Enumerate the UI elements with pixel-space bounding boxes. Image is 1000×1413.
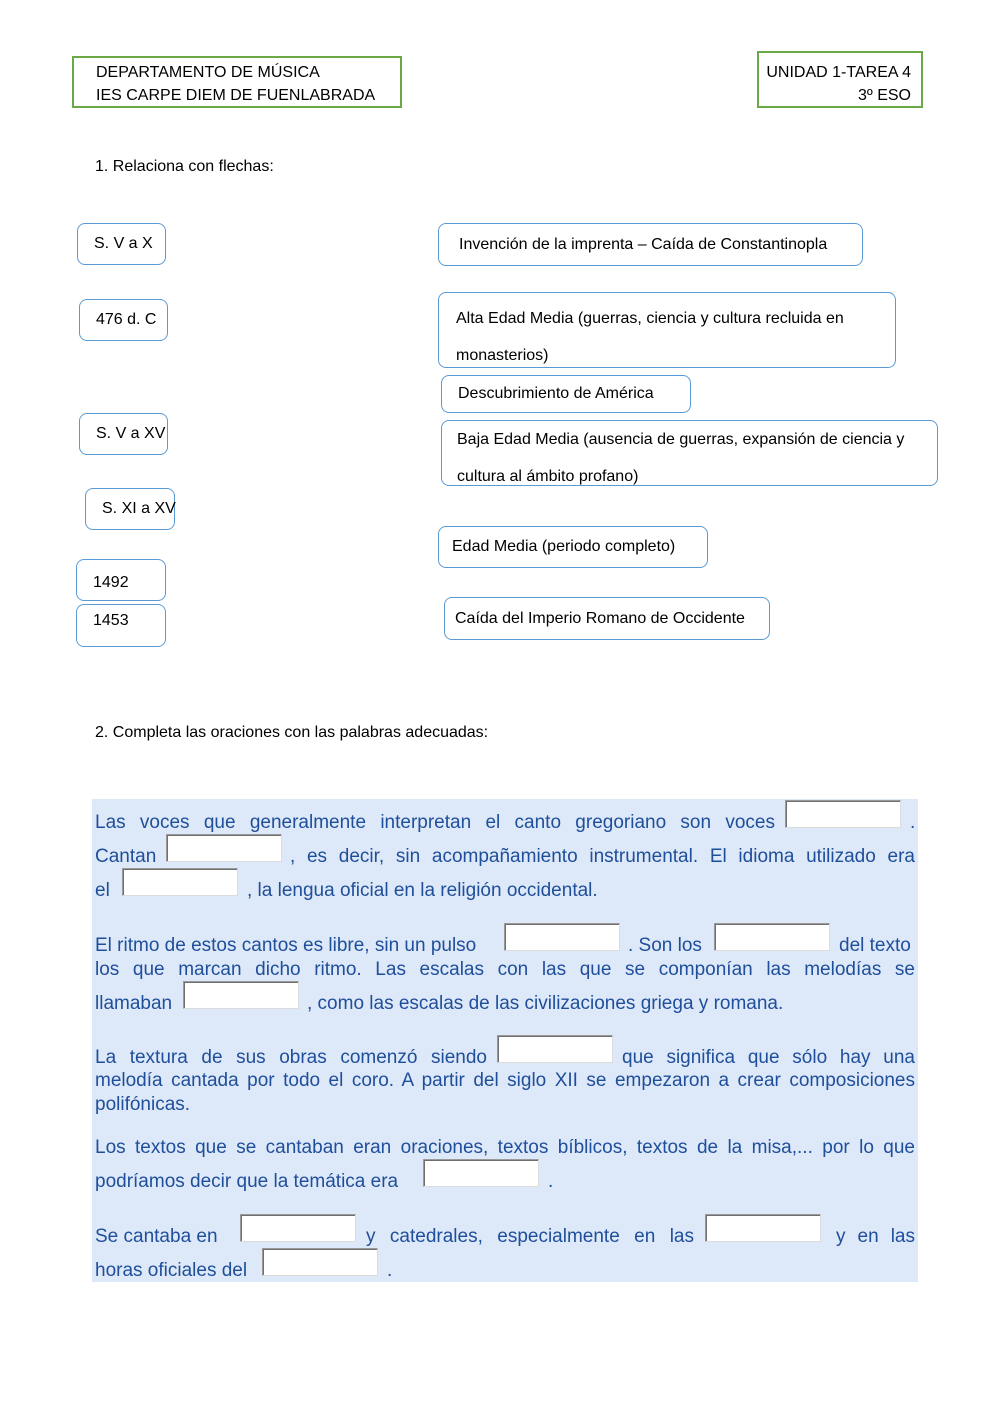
p1-line3-start: el [95, 880, 110, 901]
unit-header [757, 51, 923, 108]
blank-pulse[interactable] [504, 923, 620, 951]
right-item-1[interactable]: Invención de la imprenta – Caída de Constantinopla [438, 223, 863, 266]
unit-task: UNIDAD 1-TAREA 4 [766, 64, 911, 81]
p1-line1-text: Las voces que generalmente interpretan el canto gregoriano son voces [95, 812, 775, 833]
p5-line1-end: y en las [836, 1226, 915, 1247]
question-2-title: 2. Completa las oraciones con las palabras adecuadas: [95, 724, 489, 741]
right-item-3[interactable]: Descubrimiento de América [441, 375, 691, 413]
blank-celebrations[interactable] [705, 1214, 821, 1242]
left-item-2[interactable]: 476 d. C [79, 299, 168, 341]
p4-line1-text: Los textos que se cantaban eran oraciones, textos bíblicos, textos de la misa,... por lo que [95, 1137, 915, 1158]
p5-line2-start: horas oficiales del [95, 1260, 248, 1281]
left-item-1[interactable]: S. V a X [77, 223, 166, 265]
p2-line1-start: El ritmo de estos cantos es libre, sin un pulso [95, 935, 477, 956]
p5-line1-mid: y catedrales, especialmente en las [366, 1226, 694, 1247]
blank-texture[interactable] [497, 1035, 613, 1063]
p1-line3-end: , la lengua oficial en la religión occidental. [247, 880, 598, 901]
left-item-3[interactable]: S. V a XV [79, 413, 168, 455]
p5-line1-start: Se cantaba en [95, 1226, 218, 1247]
p3-line1-end: que significa que sólo hay una [622, 1047, 915, 1068]
p2-line1-end: del texto [839, 935, 911, 956]
course-level: 3º ESO [858, 87, 911, 104]
blank-modes[interactable] [183, 981, 299, 1009]
left-item-6[interactable]: 1453 [76, 604, 166, 647]
right-item-2[interactable]: Alta Edad Media (guerras, ciencia y cultura recluida en monasterios) [438, 292, 896, 368]
department-header [72, 56, 402, 108]
right-item-5[interactable]: Edad Media (periodo completo) [438, 526, 708, 568]
p3-line2-text: melodía cantada por todo el coro. A partir del siglo XII se empezaron a crear composiciones [95, 1070, 915, 1091]
p5-period: . [387, 1260, 393, 1281]
blank-theme[interactable] [423, 1159, 539, 1187]
p2-line3-start: llamaban [95, 993, 173, 1014]
left-item-4[interactable]: S. XI a XV [85, 488, 175, 530]
p1-period: . [910, 812, 916, 833]
right-item-4[interactable]: Baja Edad Media (ausencia de guerras, expansión de ciencia y cultura al ámbito profano) [441, 420, 938, 486]
question-1-title: 1. Relaciona con flechas: [95, 158, 274, 175]
blank-a-cappella[interactable] [166, 834, 282, 862]
p1-line2-end: , es decir, sin acompañamiento instrumental. El idioma utilizado era [290, 846, 915, 867]
right-item-6[interactable]: Caída del Imperio Romano de Occidente [444, 597, 770, 640]
p1-line2-start: Cantan [95, 846, 157, 867]
left-item-5[interactable]: 1492 [76, 559, 166, 601]
p2-line3-end: , como las escalas de las civilizaciones griega y romana. [307, 993, 784, 1014]
p2-line2-text: los que marcan dicho ritmo. Las escalas con las que se componían las melodías se [95, 959, 915, 980]
blank-monasteries[interactable] [240, 1214, 356, 1242]
p3-line3-text: polifónicas. [95, 1094, 191, 1115]
blank-voice-type[interactable] [785, 800, 901, 828]
blank-language[interactable] [122, 868, 238, 896]
p4-line2-start: podríamos decir que la temática era [95, 1171, 399, 1192]
school-name: IES CARPE DIEM DE FUENLABRADA [96, 87, 376, 104]
blank-office[interactable] [262, 1248, 378, 1276]
department-name: DEPARTAMENTO DE MÚSICA [96, 64, 320, 81]
p4-period: . [548, 1171, 554, 1192]
p3-line1-start: La textura de sus obras comenzó siendo [95, 1047, 487, 1068]
p2-line1-mid: . Son los [628, 935, 702, 956]
blank-accents[interactable] [714, 923, 830, 951]
